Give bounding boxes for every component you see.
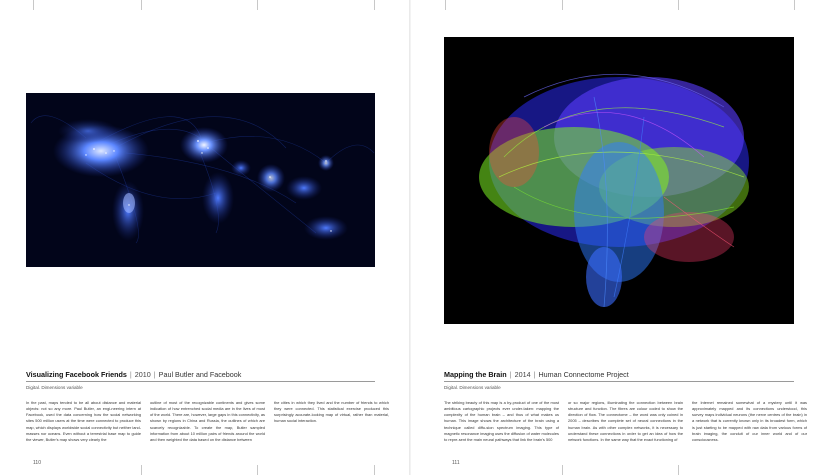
facebook-map-image [26,93,375,267]
right-caption-title-line: Mapping the Brain | 2014 | Human Connectome Project [444,370,629,379]
right-caption-rule [444,381,794,382]
left-artwork-author: Paul Butler and Facebook [158,370,242,379]
right-text-column: or so major regions, illuminating the connection between brain structure and function. The fibres are colour coded to show the direction of flow. The connectome – the word was only coined in 2005 – describes the complete set of neural connections in the human brain. As with other complex networks, it is necessary to understand these connections in order to get an idea of how the network functions. In the same way that the exact functioning of [568,400,683,442]
left-artwork-title: Visualizing Facebook Friends [26,370,127,379]
crop-mark [374,465,375,475]
right-text-column: The striking beauty of this map is a by-product of one of the most ambitious cartographic projects ever under-taken: mapping the complexity of the human brain – and thus of what makes us human. This image shows the architecture of the brain using a technique called diffu-sion spectrum imaging. This type of magnetic resonance imaging uses the diffusion of water molecules to repre-sent the main neural pathways that link the brain's 500 [444,400,559,442]
right-body-text [444,400,807,443]
left-caption [26,370,375,390]
crop-mark [141,465,142,475]
right-artwork-year: 2014 [514,370,531,379]
right-artwork-author: Human Connectome Project [538,370,629,379]
right-text-column: the Internet remained somewhat of a mystery until it was approximately mapped and its connections understood, this survey maps individual neurons (the nerve centres of the brain) in a network that is currently known only in its broadest form, which is just starting to be mapped with raw data from various forms of brain imaging, the conduit of our inner world and of our consciousness. [692,400,807,442]
left-text-column: In the past, maps tended to be all about distance and material objects: not so any more. Paul Butler, an engi-neering intern at Facebook, used the data concerning how the social networking sites 500 million users at the time were connected to produce this map, which displays worldwide social connectivity but neither land-masses nor oceans. Even without a terrestrial base map to guide the viewer, Butler's map shows very clearly the [26,400,141,442]
book-gutter [409,0,411,475]
crop-mark [257,465,258,475]
crop-mark [794,0,795,10]
left-page-number: 110 [33,460,41,466]
crop-mark [374,0,375,10]
crop-mark [445,0,446,10]
crop-mark [562,0,563,10]
crop-mark [257,0,258,10]
crop-mark [678,0,679,10]
brain-connectome-image [444,37,794,324]
crop-mark [33,0,34,10]
left-text-column: the cities in which they lived and the number of friends to which they were connected. This statistical exercise produced this surprisingly accurate-looking map of virtual, rather than material, human social interaction. [274,400,389,424]
left-body-text [26,400,389,443]
left-artwork-year: 2010 [134,370,151,379]
left-artwork-medium: Digital. Dimensions variable [26,385,83,390]
right-page-number: 111 [452,460,460,466]
crop-mark [562,465,563,475]
right-artwork-title: Mapping the Brain [444,370,507,379]
right-caption [444,370,794,390]
left-text-column: outline of most of the recognizable continents and gives some indication of how entrenched social media are in the lives of most of the world. There are, however, large gaps in this connectivity, as shown by regions in China and Russia, the outlines of which are scarcely recognizable. To create the map, Butler sampled information from about 10 million pairs of friends around the world and then weighted the data based on the distance between [150,400,265,442]
right-artwork-medium: Digital. Dimensions variable [444,385,501,390]
left-caption-title-line: Visualizing Facebook Friends | 2010 | Paul Butler and Facebook [26,370,242,379]
crop-mark [678,465,679,475]
crop-mark [141,0,142,10]
left-caption-rule [26,381,375,382]
